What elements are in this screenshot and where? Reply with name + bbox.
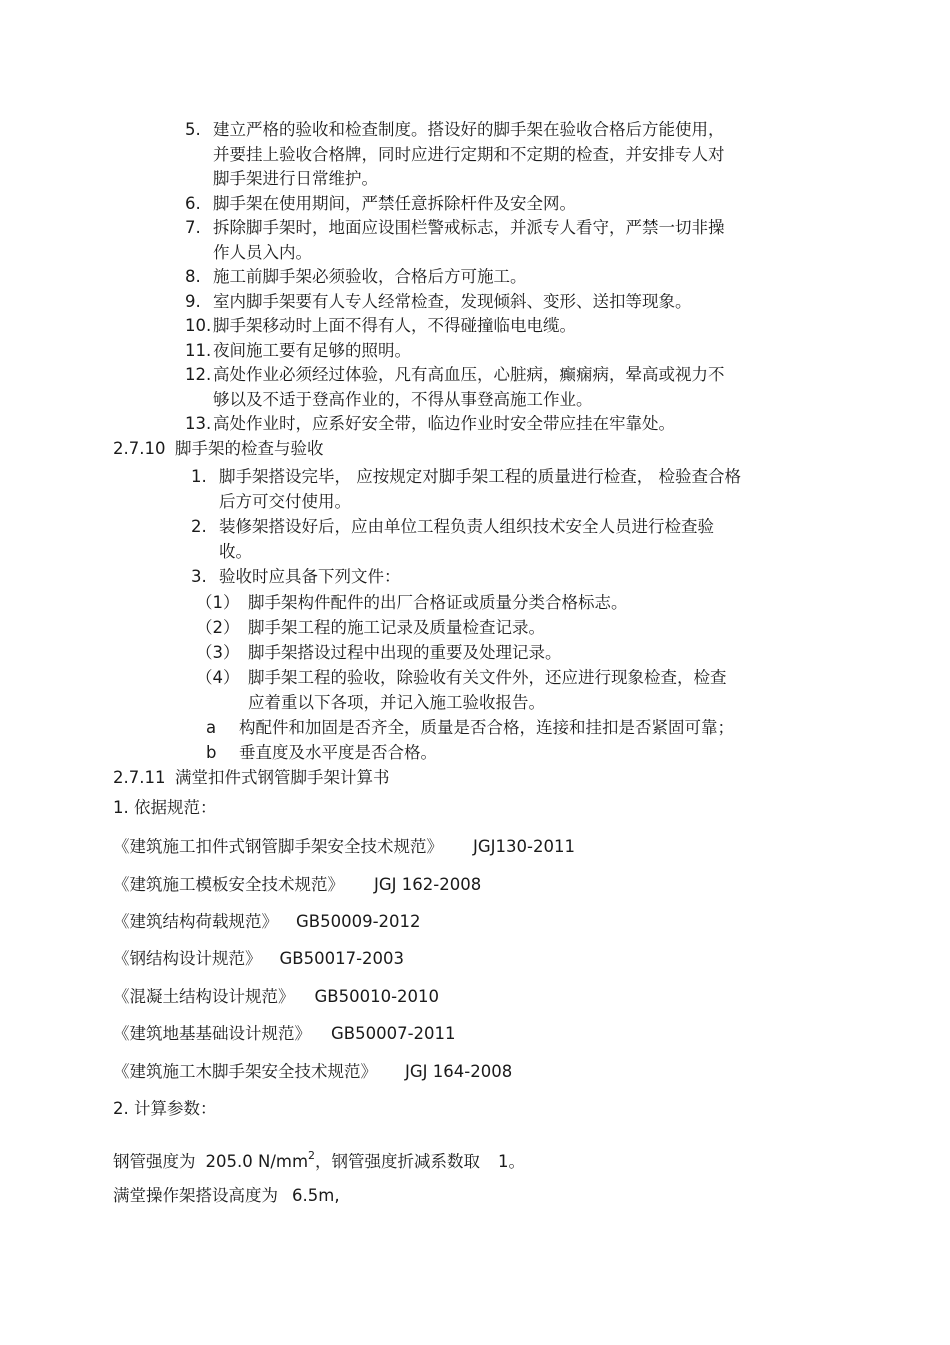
list-text: 脚手架进行日常维护。: [213, 169, 378, 188]
document-item: [196, 642, 562, 664]
standard-name: 《钢结构设计规范》: [113, 949, 262, 968]
basis-title-text: 1. 依据规范：: [113, 798, 217, 817]
check-item: [191, 466, 741, 488]
list-number: 8.: [185, 267, 201, 286]
standard-name: 《混凝土结构设计规范》: [113, 987, 295, 1006]
list-text: 脚手架在使用期间，严禁任意拆除杆件及安全网。: [213, 194, 576, 213]
list-item: [185, 266, 527, 288]
list-text: 脚手架移动时上面不得有人，不得碰撞临电电缆。: [213, 316, 576, 335]
list-item-continuation: [213, 144, 725, 166]
list-text: 高处作业时，应系好安全带，临边作业时安全带应挂在牢靠处。: [213, 414, 675, 433]
section-number: 2.7.10: [113, 439, 166, 458]
standard-reference: [113, 1023, 456, 1045]
list-text: 作人员入内。: [213, 243, 312, 262]
param-value: 205.0 N/mm: [205, 1152, 309, 1171]
standard-code: GB50010-2010: [314, 987, 440, 1006]
inspection-point: [206, 717, 734, 739]
standard-code: GB50007-2011: [331, 1024, 456, 1043]
list-text: 应着重以下各项，并记入施工验收报告。: [248, 693, 545, 712]
list-text: 高处作业必须经过体验，凡有高血压，心脏病，癫痫病，晕高或视力不: [213, 365, 725, 384]
section-title: 满堂扣件式钢管脚手架计算书: [175, 768, 390, 787]
standard-name: 《建筑地基基础设计规范》: [113, 1024, 311, 1043]
list-number: 3.: [191, 567, 207, 586]
list-number: 13.: [185, 414, 212, 433]
params-title: [113, 1098, 217, 1120]
point-text: 构配件和加固是否齐全，质量是否合格，连接和挂扣是否紧固可靠；: [239, 718, 734, 737]
list-number: 7.: [185, 218, 201, 237]
standard-name: 《建筑施工扣件式钢管脚手架安全技术规范》: [113, 837, 443, 856]
standard-reference: [113, 836, 575, 858]
param-label: 钢管强度为: [113, 1152, 196, 1171]
document-item: [196, 592, 628, 614]
list-number: 12.: [185, 365, 212, 384]
list-text: 脚手架搭设过程中出现的重要及处理记录。: [248, 643, 562, 662]
list-text: 够以及不适于登高作业的，不得从事登高施工作业。: [213, 390, 593, 409]
list-item-continuation: [213, 242, 312, 264]
section-heading: [113, 438, 324, 460]
list-number: （2）: [196, 618, 240, 637]
list-text: 装修架搭设好后，应由单位工程负责人组织技术安全人员进行检查验: [219, 517, 714, 536]
document-item: [196, 617, 545, 639]
param-label: ，钢管强度折减系数取: [315, 1152, 481, 1171]
list-item: [185, 291, 692, 313]
list-item: [185, 119, 725, 141]
basis-title: [113, 797, 217, 819]
list-text: 室内脚手架要有人专人经常检查，发现倾斜、变形、送扣等现象。: [213, 292, 692, 311]
standard-reference: [113, 911, 421, 933]
standard-name: 《建筑结构荷载规范》: [113, 912, 278, 931]
list-number: 6.: [185, 194, 201, 213]
standard-name: 《建筑施工木脚手架安全技术规范》: [113, 1062, 377, 1081]
standard-code: JGJ 162-2008: [374, 875, 482, 894]
list-number: 5.: [185, 120, 201, 139]
list-text: 拆除脚手架时，地面应设围栏警戒标志，并派专人看守，严禁一切非操: [213, 218, 725, 237]
section-title: 脚手架的检查与验收: [175, 439, 324, 458]
list-text: 脚手架工程的验收，除验收有关文件外，还应进行现象检查，检查: [248, 668, 727, 687]
check-item-continuation: [219, 491, 351, 513]
list-number: 10.: [185, 316, 212, 335]
list-number: 9.: [185, 292, 201, 311]
list-number: （4）: [196, 668, 240, 687]
param-value: 1。: [498, 1152, 526, 1171]
list-item-continuation: [213, 168, 378, 190]
inspection-point: [206, 742, 437, 764]
param-unit-exponent: 2: [308, 1149, 316, 1162]
list-text: 后方可交付使用。: [219, 492, 351, 511]
list-text: 脚手架搭设完毕， 应按规定对脚手架工程的质量进行检查， 检验查合格: [219, 467, 741, 486]
list-item: [185, 364, 725, 386]
list-text: 收。: [219, 542, 252, 561]
list-text: 验收时应具备下列文件：: [219, 567, 401, 586]
list-number: 1.: [191, 467, 207, 486]
param-scaffold-height: [113, 1185, 340, 1207]
standard-code: GB50017-2003: [279, 949, 405, 968]
standard-reference: [113, 948, 404, 970]
check-item-continuation: [219, 541, 252, 563]
list-item-continuation: [213, 389, 593, 411]
standard-code: JGJ130-2011: [473, 837, 575, 856]
list-text: 并要挂上验收合格牌，同时应进行定期和不定期的检查，并安排专人对: [213, 145, 725, 164]
list-number: 2.: [191, 517, 207, 536]
list-number: 11.: [185, 341, 212, 360]
list-text: 脚手架构件配件的出厂合格证或质量分类合格标志。: [248, 593, 628, 612]
list-number: （1）: [196, 593, 240, 612]
check-item: [191, 566, 401, 588]
list-item: [185, 413, 675, 435]
list-text: 夜间施工要有足够的照明。: [213, 341, 411, 360]
param-steel-strength: [113, 1145, 525, 1173]
param-label: 满堂操作架搭设高度为: [113, 1186, 278, 1205]
list-text: 施工前脚手架必须验收，合格后方可施工。: [213, 267, 527, 286]
section-number: 2.7.11: [113, 768, 166, 787]
list-text: 建立严格的验收和检查制度。搭设好的脚手架在验收合格后方能使用，: [213, 120, 725, 139]
param-value: 6.5m,: [292, 1186, 340, 1205]
standard-reference: [113, 1061, 512, 1083]
list-item: [185, 315, 576, 337]
list-item: [185, 340, 411, 362]
standard-reference: [113, 986, 439, 1008]
standard-code: GB50009-2012: [296, 912, 421, 931]
list-number: （3）: [196, 643, 240, 662]
section-heading: [113, 767, 390, 789]
list-item: [185, 217, 725, 239]
standard-reference: [113, 874, 481, 896]
document-item: [196, 667, 727, 689]
check-item: [191, 516, 714, 538]
list-item: [185, 193, 576, 215]
list-text: 脚手架工程的施工记录及质量检查记录。: [248, 618, 545, 637]
point-text: 垂直度及水平度是否合格。: [239, 743, 437, 762]
params-title-text: 2. 计算参数：: [113, 1099, 217, 1118]
point-letter: a: [206, 718, 217, 737]
point-letter: b: [206, 743, 217, 762]
document-item-continuation: [248, 692, 545, 714]
standard-code: JGJ 164-2008: [405, 1062, 513, 1081]
standard-name: 《建筑施工模板安全技术规范》: [113, 875, 344, 894]
